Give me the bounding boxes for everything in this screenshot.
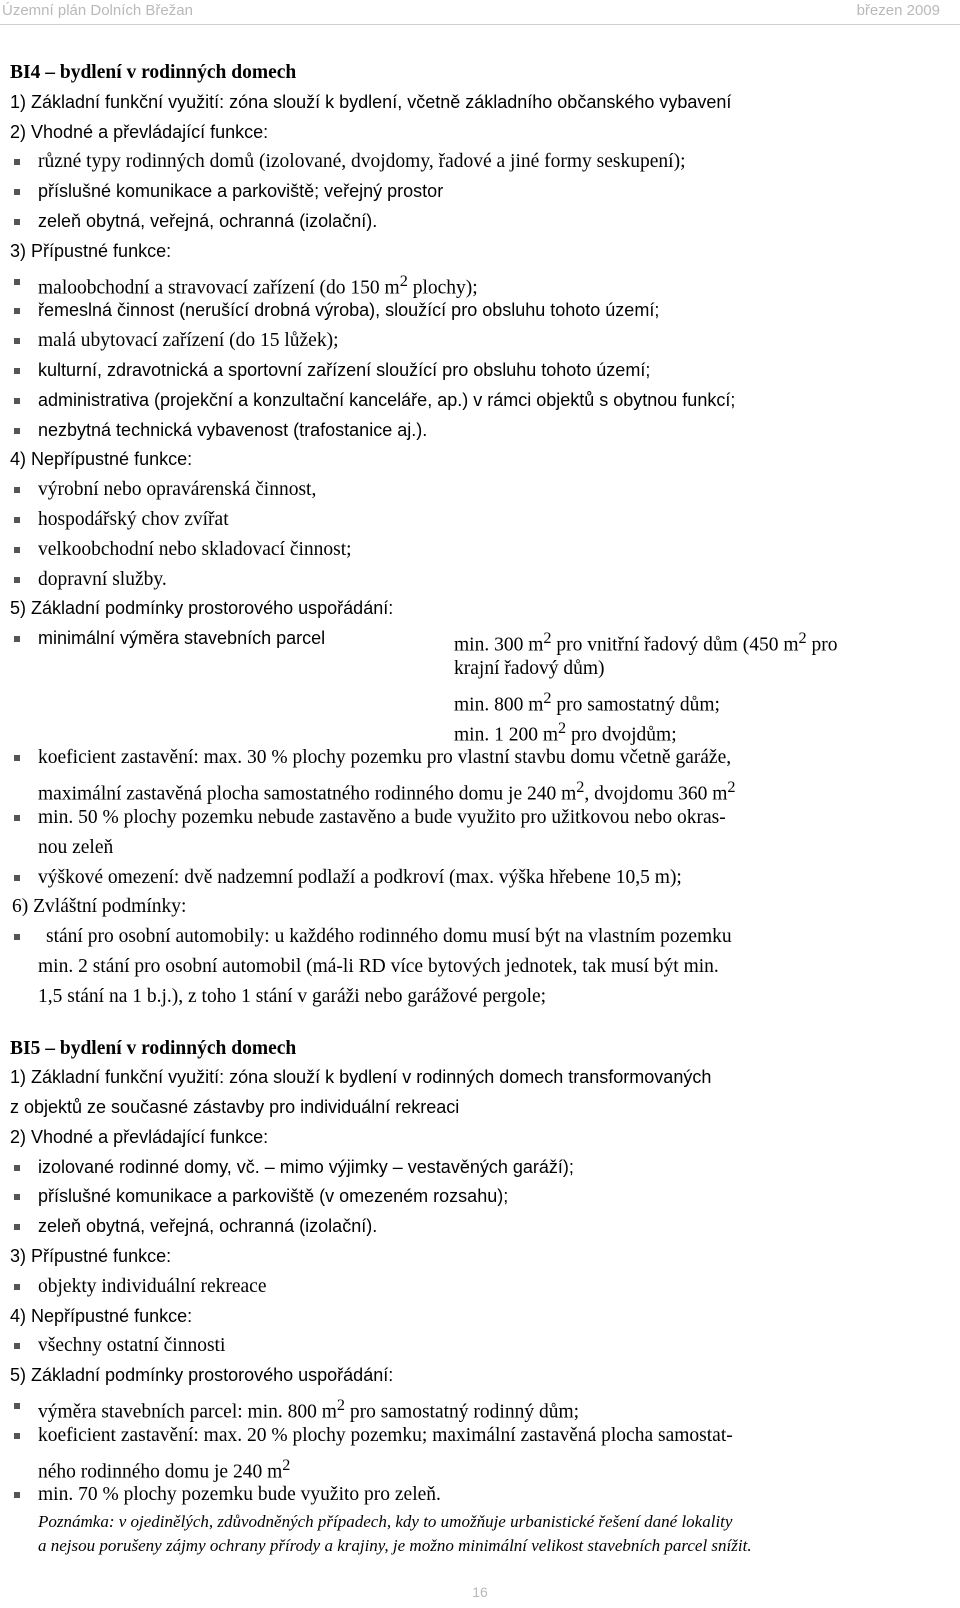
bi4-spatial-1: minimální výměra stavebních parcel min. 300 $m^2$ pro vnitřní řadový dům (450 $m^2$ pro: [10, 624, 950, 654]
bi4-spatial-2: koeficient zastavění: max. 30 % plochy pozemku pro vlastní stavbu domu včetně garáže,: [10, 743, 950, 773]
bi4-spatial-2-cont: maximální zastavěná plocha samostatného rodinného domu je 240 $m^2$, dvojdomu 360 $m^2$: [38, 778, 736, 805]
bi4-special-1: stání pro osobní automobily: u každého rodinného domu musí být na vlastním pozemku: [10, 922, 950, 952]
bi4-item-3: 3) Přípustné funkce:: [10, 240, 172, 261]
bi4-impermissible-3: velkoobchodní nebo skladovací činnost;: [10, 535, 950, 565]
bi4-item-5: 5) Základní podmínky prostorového uspořádání:: [10, 598, 394, 619]
bi5-spatial-1: výměra stavebních parcel: min. 800 $m^2$ pro samostatný rodinný dům;: [10, 1391, 950, 1421]
bi5-spatial-2-cont: ného rodinného domu je 240 $m^2$: [38, 1455, 291, 1483]
section-heading-bi4: BI4 – bydlení v rodinných domech: [10, 62, 297, 83]
bi5-suitable-1: izolované rodinné domy, vč. – mimo výjimky – vestavěných garáží);: [10, 1153, 950, 1183]
bi5-item-2: 2) Vhodné a převládající funkce:: [10, 1126, 269, 1147]
bi4-spatial-3-cont: nou zeleň: [38, 836, 114, 858]
page-header: [0, 0, 960, 24]
bi4-permissible-2: řemeslná činnost (nerušící drobná výroba), sloužící pro obsluhu tohoto území;: [10, 296, 950, 326]
bi4-permissible-1: maloobchodní a stravovací zařízení (do 150 $m^2$ plochy);: [10, 267, 950, 297]
bi4-spatial-4: výškové omezení: dvě nadzemní podlaží a podkroví (max. výška hřebene 10,5 m);: [10, 863, 950, 893]
bi5-spatial-3: min. 70 % plochy pozemku bude využito pro zeleň.: [10, 1480, 950, 1510]
bi5-item-1: 1) Základní funkční využití: zóna slouží k bydlení v rodinných domech transformovaných: [10, 1067, 712, 1088]
bi4-impermissible-2: hospodářský chov zvířat: [10, 505, 950, 535]
bi4-impermissible-4: dopravní služby.: [10, 565, 950, 595]
bi4-suitable-2: příslušné komunikace a parkoviště; veřejný prostor: [10, 177, 950, 207]
bi5-suitable-2: příslušné komunikace a parkoviště (v omezeném rozsahu);: [10, 1182, 950, 1212]
note-line-1: Poznámka: v ojedinělých, zdůvodněných případech, kdy to umožňuje urbanistické řešení dané lokality: [38, 1512, 733, 1532]
bi4-suitable-3: zeleň obytná, veřejná, ochranná (izolační).: [10, 207, 950, 237]
bi4-spatial-1-row-4: min. 1 200 $m^2$ pro dvojdům;: [454, 718, 677, 746]
bi4-special-1-cont-1: min. 2 stání pro osobní automobil (má-li RD více bytových jednotek, tak musí být min.: [38, 955, 719, 977]
bi4-suitable-1: různé typy rodinných domů (izolované, dvojdomy, řadové a jiné formy seskupení);: [10, 147, 950, 177]
note-line-2: a nejsou porušeny zájmy ochrany přírody a krajiny, je možno minimální velikost stavebních parcel snížit.: [38, 1536, 752, 1556]
bi4-item-2: 2) Vhodné a převládající funkce:: [10, 121, 269, 142]
bi5-item-5: 5) Základní podmínky prostorového uspořádání:: [10, 1365, 394, 1386]
bi4-item-1: 1) Základní funkční využití: zóna slouží k bydlení, včetně základního občanského vybavení: [10, 91, 732, 112]
bi4-permissible-6: nezbytná technická vybavenost (trafostanice aj.).: [10, 416, 950, 446]
section-heading-bi5: BI5 – bydlení v rodinných domech: [10, 1037, 297, 1059]
bi4-item-4: 4) Nepřípustné funkce:: [10, 449, 193, 470]
bi5-spatial-2: koeficient zastavění: max. 20 % plochy pozemku; maximální zastavěná plocha samostat-: [10, 1421, 950, 1451]
bi5-permissible-1: objekty individuální rekreace: [10, 1272, 950, 1302]
header-title: Územní plán Dolních Břežan: [2, 2, 193, 19]
bi5-item-3: 3) Přípustné funkce:: [10, 1246, 172, 1267]
bi4-permissible-3: malá ubytovací zařízení (do 15 lůžek);: [10, 326, 950, 356]
bi5-item-4: 4) Nepřípustné funkce:: [10, 1305, 193, 1326]
bi5-item-1-cont: z objektů ze současné zástavby pro individuální rekreaci: [10, 1097, 460, 1118]
section-gap: [10, 1012, 950, 1034]
bi4-permissible-5: administrativa (projekční a konzultační kanceláře, ap.) v rámci objektů s obytnou funkcí;: [10, 386, 950, 416]
document-body: [10, 58, 950, 1558]
bi4-spatial-1-row-3: min. 800 $m^2$ pro samostatný dům;: [454, 688, 720, 716]
header-divider: [0, 24, 960, 25]
bi4-item-6: 6) Zvláštní podmínky:: [12, 896, 187, 918]
header-date: březen 2009: [856, 2, 940, 19]
page-number: 16: [472, 1584, 488, 1600]
bi4-spatial-1-row-2: krajní řadový dům): [454, 657, 605, 679]
bi4-permissible-4: kulturní, zdravotnická a sportovní zařízení sloužící pro obsluhu tohoto území;: [10, 356, 950, 386]
bi4-spatial-3: min. 50 % plochy pozemku nebude zastavěno a bude využito pro užitkovou nebo okras-: [10, 803, 950, 833]
bi5-impermissible-1: všechny ostatní činnosti: [10, 1331, 950, 1361]
bi4-impermissible-1: výrobní nebo opravárenská činnost,: [10, 475, 950, 505]
bi5-suitable-3: zeleň obytná, veřejná, ochranná (izolační).: [10, 1212, 950, 1242]
bi4-special-1-cont-2: 1,5 stání na 1 b.j.), z toho 1 stání v garáži nebo garážové pergole;: [38, 985, 547, 1007]
